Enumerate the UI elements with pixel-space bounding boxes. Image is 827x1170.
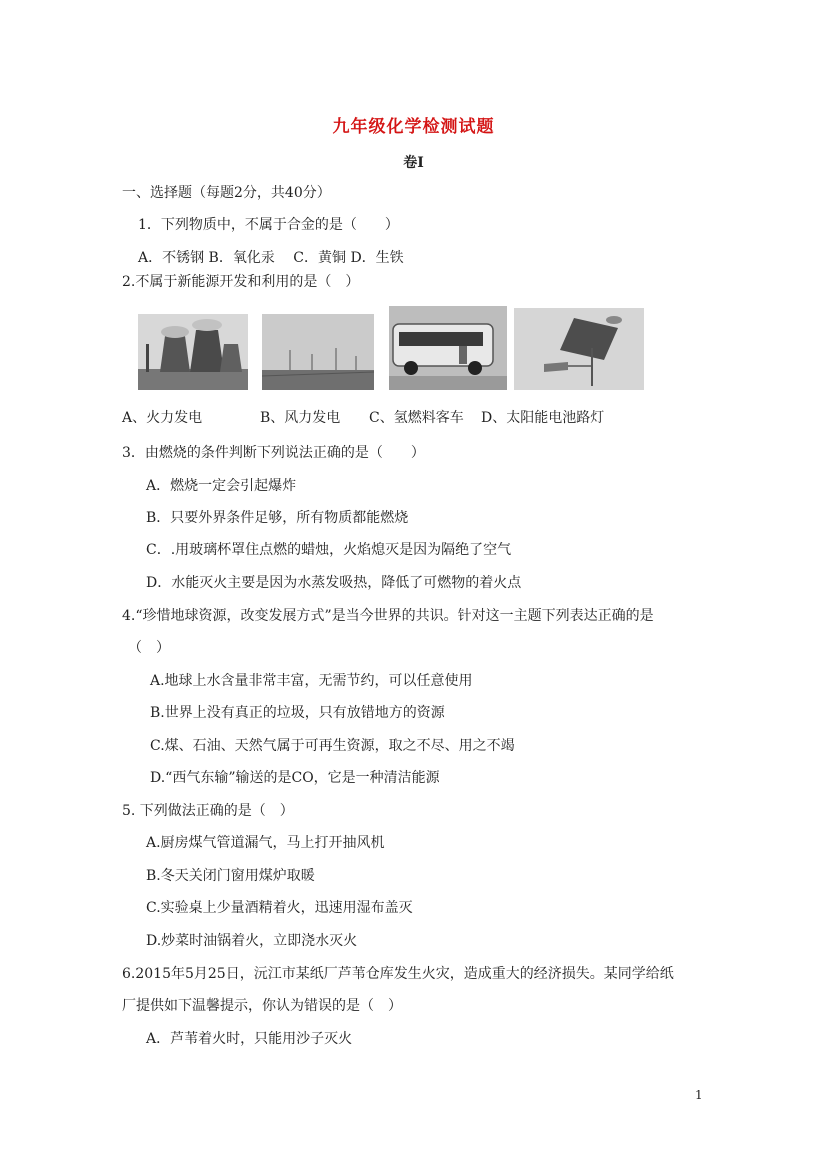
- solar-lamp-image: [514, 308, 644, 390]
- question-3-option-a: A．燃烧一定会引起爆炸: [146, 478, 297, 494]
- question-6-option-a: A．芦苇着火时，只能用沙子灭火: [146, 1031, 353, 1047]
- question-3-stem: 3．由燃烧的条件判断下列说法正确的是（ ）: [122, 445, 425, 461]
- question-3-option-d: D．水能灭火主要是因为水蒸发吸热，降低了可燃物的着火点: [146, 575, 522, 591]
- question-4-option-b: B.世界上没有真正的垃圾，只有放错地方的资源: [150, 705, 445, 721]
- question-3-option-b: B．只要外界条件足够，所有物质都能燃烧: [146, 510, 409, 526]
- volume-label: 卷Ⅰ: [403, 155, 424, 171]
- question-1-stem: 1．下列物质中，不属于合金的是（ ）: [138, 217, 399, 233]
- section-heading: 一、选择题（每题2分，共40分）: [122, 185, 331, 201]
- question-5-option-d: D.炒菜时油锅着火，立即浇水灭火: [146, 933, 358, 949]
- question-6-stem-line2: 厂提供如下温馨提示，你认为错误的是（ ）: [122, 998, 402, 1014]
- question-2-images: [138, 306, 648, 390]
- question-6-stem: 6.2015年5月25日，沅江市某纸厂芦苇仓库发生火灾，造成重大的经济损失。某同学给纸: [122, 966, 674, 982]
- question-5-option-b: B.冬天关闭门窗用煤炉取暖: [146, 868, 315, 884]
- question-2-stem: 2.不属于新能源开发和利用的是（ ）: [122, 274, 360, 290]
- question-4-option-c: C.煤、石油、天然气属于可再生资源，取之不尽、用之不竭: [150, 738, 515, 754]
- q2-option-d: D、太阳能电池路灯: [481, 410, 605, 426]
- question-5-option-a: A.厨房煤气管道漏气，马上打开抽风机: [146, 835, 385, 851]
- question-1-options: A．不锈钢 B．氧化汞 C．黄铜 D．生铁: [138, 250, 404, 266]
- q2-option-b: B、风力发电: [260, 410, 341, 426]
- q2-option-c: C、氢燃料客车: [369, 410, 464, 426]
- power-plant-image: [138, 314, 248, 390]
- wind-farm-image: [262, 314, 374, 390]
- question-5-option-c: C.实验桌上少量酒精着火，迅速用湿布盖灭: [146, 900, 413, 916]
- hydrogen-bus-image: [389, 306, 507, 390]
- q2-option-a: A、火力发电: [122, 410, 203, 426]
- question-4-stem-bracket: （ ）: [128, 640, 170, 656]
- question-5-stem: 5. 下列做法正确的是（ ）: [122, 803, 294, 819]
- question-2-options: [122, 409, 604, 427]
- question-4-option-a: A.地球上水含量非常丰富，无需节约，可以任意使用: [150, 673, 473, 689]
- question-4-stem: 4.“珍惜地球资源，改变发展方式”是当今世界的共识。针对这一主题下列表达正确的是: [122, 608, 654, 624]
- question-3-option-c: C．.用玻璃杯罩住点燃的蜡烛，火焰熄灭是因为隔绝了空气: [146, 542, 512, 558]
- question-4-option-d: D.“西气东输”输送的是CO，它是一种清洁能源: [150, 770, 440, 786]
- page-number: 1: [695, 1088, 703, 1102]
- page-title: 九年级化学检测试题: [332, 117, 495, 137]
